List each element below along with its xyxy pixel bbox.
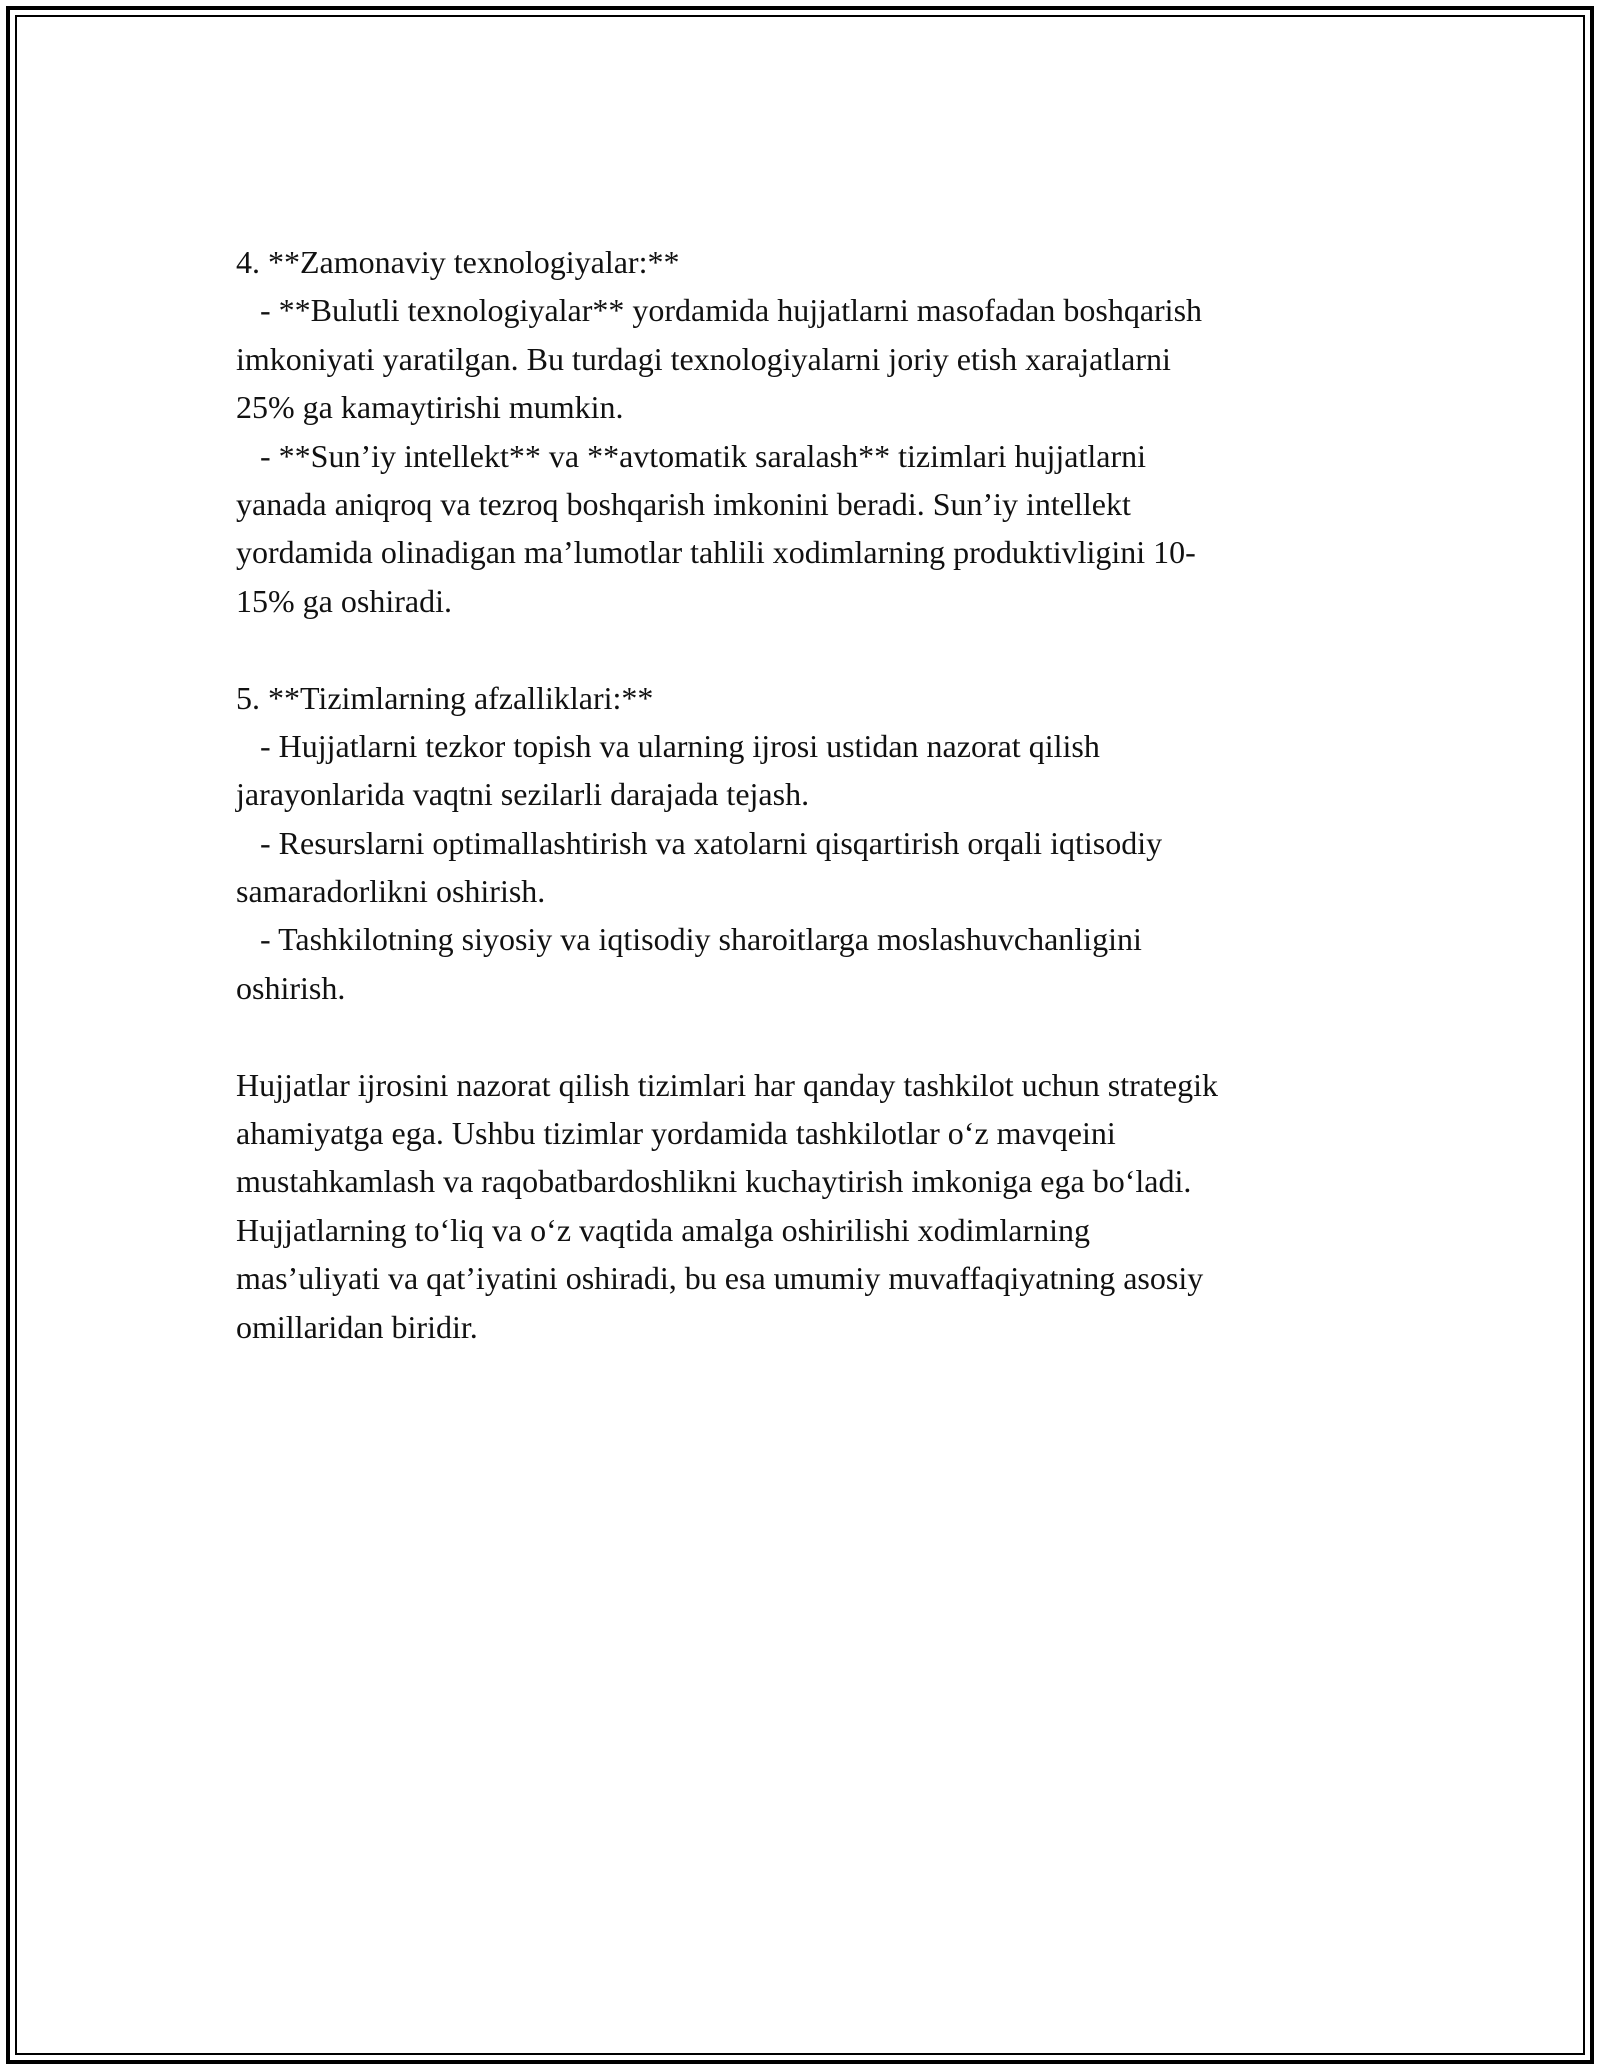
text-line: 25% ga kamaytirishi mumkin. — [236, 389, 624, 426]
section-system-advantages — [236, 674, 1366, 1013]
text-line: imkoniyati yaratilgan. Bu turdagi texnologiyalarni joriy etish xarajatlarni — [236, 340, 1171, 377]
conclusion-paragraph — [236, 1061, 1366, 1351]
text-line: - Hujjatlarni tezkor topish va ularning ijrosi ustidan nazorat qilish — [236, 727, 1100, 764]
text-line: oshirish. — [236, 969, 346, 1006]
text-line: samaradorlikni oshirish. — [236, 873, 546, 910]
text-line: Hujjatlar ijrosini nazorat qilish tizimlari har qanday tashkilot uchun strategik — [236, 1066, 1218, 1103]
text-line: yanada aniqroq va tezroq boshqarish imkonini beradi. Sun’iy intellekt — [236, 485, 1131, 522]
section-heading: 4. **Zamonaviy texnologiyalar:** — [236, 244, 680, 280]
text-line: ahamiyatga ega. Ushbu tizimlar yordamida tashkilotlar o‘z mavqeini — [236, 1115, 1116, 1152]
paragraph-spacer — [236, 1012, 1366, 1060]
text-line: yordamida olinadigan ma’lumotlar tahlili xodimlarning produktivligini 10- — [236, 534, 1196, 571]
paragraph-spacer — [236, 625, 1366, 673]
text-line: mas’uliyati va qat’iyatini oshiradi, bu esa umumiy muvaffaqiyatning asosiy — [236, 1260, 1204, 1297]
text-line: jarayonlarida vaqtni sezilarli darajada tejash. — [236, 776, 810, 813]
text-line: omillaridan biridir. — [236, 1308, 478, 1345]
text-line: Hujjatlarning to‘liq va o‘z vaqtida amalga oshirilishi xodimlarning — [236, 1211, 1091, 1248]
text-line: - **Sun’iy intellekt** va **avtomatik saralash** tizimlari hujjatlarni — [236, 437, 1147, 474]
section-modern-technologies — [236, 238, 1366, 625]
text-line: - Tashkilotning siyosiy va iqtisodiy sharoitlarga moslashuvchanligini — [236, 921, 1142, 958]
text-line: 15% ga oshiradi. — [236, 582, 452, 619]
text-line: - **Bulutli texnologiyalar** yordamida hujjatlarni masofadan boshqarish — [236, 292, 1203, 329]
document-body — [236, 238, 1366, 1351]
section-heading: 5. **Tizimlarning afzalliklari:** — [236, 679, 654, 716]
text-line: - Resurslarni optimallashtirish va xatolarni qisqartirish orqali iqtisodiy — [236, 824, 1163, 861]
text-line: mustahkamlash va raqobatbardoshlikni kuchaytirish imkoniga ega bo‘ladi. — [236, 1163, 1192, 1200]
